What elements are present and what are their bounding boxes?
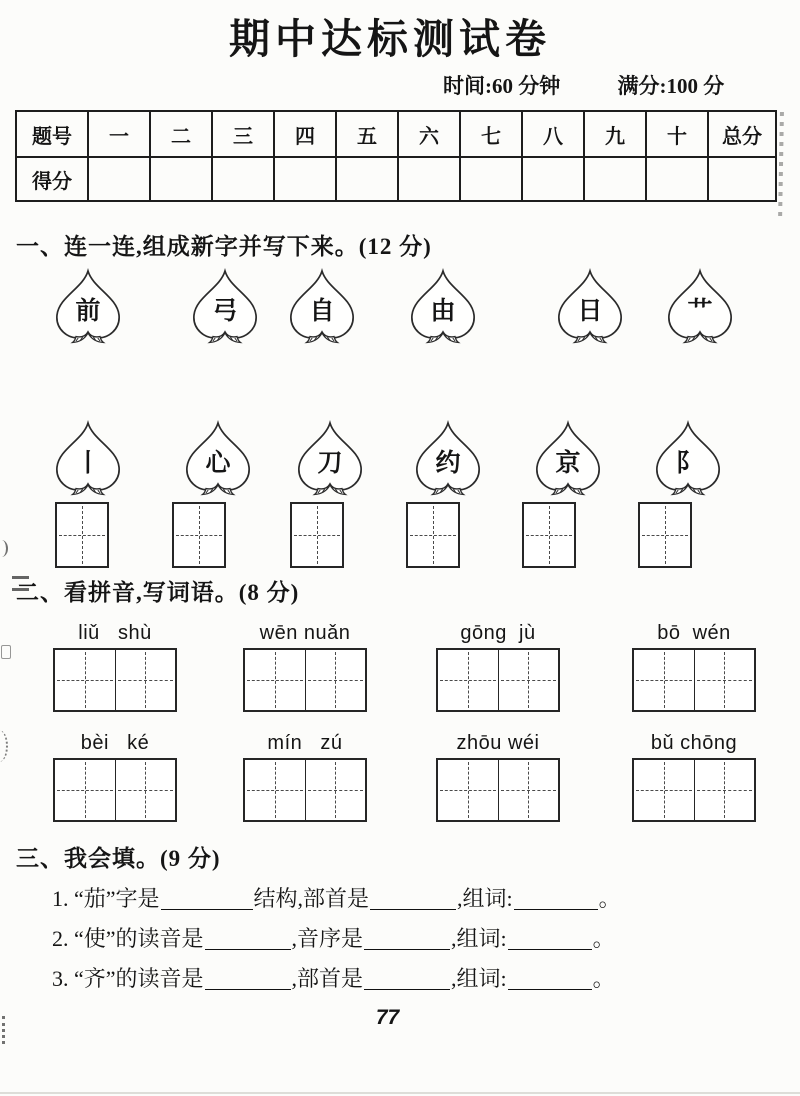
grid-dashed-line	[440, 680, 496, 681]
writing-grid-box[interactable]	[522, 502, 576, 568]
peach-character: 约	[435, 450, 461, 477]
answer-blank[interactable]	[364, 927, 450, 950]
score-table-score-row	[16, 157, 776, 201]
peach-item[interactable]	[658, 268, 742, 348]
grid-cell[interactable]	[245, 650, 305, 710]
question-end: 。	[592, 926, 615, 951]
peach-character: 心	[205, 450, 231, 477]
grid-dashed-line	[697, 680, 753, 681]
answer-blank[interactable]	[514, 887, 598, 910]
peach-character: 丨	[75, 450, 101, 477]
peach-item[interactable]	[526, 420, 610, 500]
grid-dashed-line	[440, 790, 496, 791]
grid-dashed-line	[308, 680, 364, 681]
grid-cell[interactable]	[305, 760, 366, 820]
pinyin-label: wēn nuǎn	[259, 622, 351, 644]
pinyin-word-group	[632, 732, 756, 822]
score-cell[interactable]	[708, 157, 776, 201]
question-text: “齐”的读音是	[74, 966, 204, 991]
grid-cell[interactable]	[498, 760, 559, 820]
col-5: 五	[336, 111, 398, 157]
score-cell[interactable]	[646, 157, 708, 201]
grid-dashed-line	[697, 790, 753, 791]
answer-blank[interactable]	[205, 967, 291, 990]
question-text: “使”的读音是	[74, 926, 204, 951]
question-number: 1.	[52, 886, 69, 911]
score-cell[interactable]	[398, 157, 460, 201]
grid-dashed-line	[59, 535, 105, 536]
writing-grid-box[interactable]	[55, 502, 109, 568]
col-8: 八	[522, 111, 584, 157]
peach-character: 前	[75, 298, 101, 325]
question-line	[52, 919, 772, 959]
grid-dashed-line	[501, 680, 557, 681]
question-end: 。	[592, 966, 615, 991]
writing-grid-box[interactable]	[290, 502, 344, 568]
word-writing-grid[interactable]	[436, 648, 560, 712]
score-cell[interactable]	[212, 157, 274, 201]
question-number: 2.	[52, 926, 69, 951]
question-text: ,组词:	[451, 926, 507, 951]
grid-dashed-line	[410, 535, 456, 536]
pinyin-label: bǔ chōng	[650, 732, 738, 754]
word-writing-grid[interactable]	[632, 758, 756, 822]
col-4: 四	[274, 111, 336, 157]
scan-artifact	[1, 645, 11, 659]
question-number: 3.	[52, 966, 69, 991]
question-text: ,部首是	[291, 966, 364, 991]
grid-dashed-line	[526, 535, 572, 536]
question-text: ,组词:	[451, 966, 507, 991]
grid-dashed-line	[247, 790, 303, 791]
question-number-label: 题号	[16, 111, 88, 157]
scan-artifact	[2, 1016, 5, 1044]
col-total: 总分	[708, 111, 776, 157]
grid-dashed-line	[176, 535, 222, 536]
scan-artifact	[0, 730, 8, 762]
answer-blank[interactable]	[205, 927, 291, 950]
question-text: ,组词:	[457, 886, 513, 911]
peach-item[interactable]	[288, 420, 372, 500]
grid-dashed-line	[294, 535, 340, 536]
col-1: 一	[88, 111, 150, 157]
pinyin-word-group	[53, 732, 177, 822]
grid-dashed-line	[247, 680, 303, 681]
peach-character: 艹	[687, 298, 713, 325]
word-writing-grid[interactable]	[632, 648, 756, 712]
peach-item[interactable]	[46, 420, 130, 500]
peach-item[interactable]	[401, 268, 485, 348]
word-writing-grid[interactable]	[53, 758, 177, 822]
grid-cell[interactable]	[115, 760, 176, 820]
peach-item[interactable]	[176, 420, 260, 500]
peach-item[interactable]	[46, 268, 130, 348]
peach-character: 由	[430, 298, 456, 325]
answer-blank[interactable]	[508, 927, 592, 950]
scan-artifact	[778, 112, 784, 220]
grid-cell[interactable]	[498, 650, 559, 710]
peach-character: 自	[309, 298, 335, 325]
scan-artifact	[12, 576, 29, 591]
grid-dashed-line	[57, 680, 113, 681]
answer-blank[interactable]	[508, 967, 592, 990]
col-9: 九	[584, 111, 646, 157]
col-2: 二	[150, 111, 212, 157]
word-writing-grid[interactable]	[243, 758, 367, 822]
score-cell[interactable]	[88, 157, 150, 201]
exam-info	[443, 70, 776, 100]
word-writing-grid[interactable]	[53, 648, 177, 712]
pinyin-word-group	[53, 622, 177, 712]
question-end: 。	[598, 886, 621, 911]
peach-character: 京	[555, 450, 581, 477]
grid-cell[interactable]	[305, 650, 366, 710]
answer-blank[interactable]	[364, 967, 450, 990]
score-cell[interactable]	[460, 157, 522, 201]
peach-item[interactable]	[280, 268, 364, 348]
pinyin-label: mín zú	[267, 732, 343, 754]
section-two-heading: 二、看拼音,写词语。(8 分)	[16, 580, 300, 605]
grid-dashed-line	[118, 680, 174, 681]
grid-cell[interactable]	[115, 650, 176, 710]
scan-edge-line	[0, 1092, 800, 1094]
pinyin-label: liǔ shù	[78, 622, 152, 644]
grid-cell[interactable]	[634, 760, 694, 820]
question-text: “茄”字是	[74, 886, 160, 911]
peach-character: 弓	[212, 298, 238, 325]
grid-dashed-line	[501, 790, 557, 791]
grid-cell[interactable]	[438, 760, 498, 820]
peach-character: 刀	[317, 450, 343, 477]
writing-grid-box[interactable]	[638, 502, 692, 568]
score-cell[interactable]	[150, 157, 212, 201]
pinyin-word-group	[436, 732, 560, 822]
grid-cell[interactable]	[55, 760, 115, 820]
score-label: 得分	[16, 157, 88, 201]
question-line	[52, 959, 772, 999]
question-text: 结构,部首是	[253, 886, 370, 911]
grid-cell[interactable]	[694, 760, 755, 820]
grid-dashed-line	[636, 790, 692, 791]
score-table-header-row	[16, 111, 776, 157]
page-title: 期中达标测试卷	[229, 16, 551, 62]
score-cell[interactable]	[336, 157, 398, 201]
time-label: 时间:60 分钟	[443, 74, 561, 98]
pinyin-word-group	[436, 622, 560, 712]
writing-grid-box[interactable]	[406, 502, 460, 568]
peach-item[interactable]	[646, 420, 730, 500]
score-cell[interactable]	[522, 157, 584, 201]
pinyin-label: zhōu wéi	[456, 732, 540, 754]
pinyin-label: bō wén	[657, 622, 731, 644]
word-writing-grid[interactable]	[243, 648, 367, 712]
fill-in-questions	[52, 879, 772, 999]
score-table	[15, 110, 777, 202]
score-cell[interactable]	[584, 157, 646, 201]
section-one-heading: 一、连一连,组成新字并写下来。(12 分)	[16, 234, 432, 259]
pinyin-label: gōng jù	[460, 622, 536, 644]
grid-cell[interactable]	[245, 760, 305, 820]
scan-artifact	[0, 540, 8, 557]
grid-cell[interactable]	[634, 650, 694, 710]
full-score-label: 满分:100 分	[617, 74, 725, 98]
col-7: 七	[460, 111, 522, 157]
section-three-heading: 三、我会填。(9 分)	[16, 846, 221, 871]
page-number: 77	[375, 1006, 400, 1029]
question-line	[52, 879, 772, 919]
answer-blank[interactable]	[370, 887, 456, 910]
writing-grid-box[interactable]	[172, 502, 226, 568]
grid-dashed-line	[642, 535, 688, 536]
peach-item[interactable]	[406, 420, 490, 500]
grid-dashed-line	[118, 790, 174, 791]
col-3: 三	[212, 111, 274, 157]
score-cell[interactable]	[274, 157, 336, 201]
word-writing-grid[interactable]	[436, 758, 560, 822]
pinyin-label: bèi ké	[80, 732, 150, 754]
grid-cell[interactable]	[438, 650, 498, 710]
grid-cell[interactable]	[694, 650, 755, 710]
peach-item[interactable]	[548, 268, 632, 348]
pinyin-word-group	[243, 732, 367, 822]
question-text: ,音序是	[291, 926, 364, 951]
col-6: 六	[398, 111, 460, 157]
answer-blank[interactable]	[161, 887, 253, 910]
peach-character: 日	[577, 298, 603, 325]
col-10: 十	[646, 111, 708, 157]
peach-character: 阝	[675, 450, 701, 477]
pinyin-word-group	[243, 622, 367, 712]
grid-cell[interactable]	[55, 650, 115, 710]
grid-dashed-line	[57, 790, 113, 791]
grid-dashed-line	[308, 790, 364, 791]
peach-item[interactable]	[183, 268, 267, 348]
pinyin-word-group	[632, 622, 756, 712]
grid-dashed-line	[636, 680, 692, 681]
